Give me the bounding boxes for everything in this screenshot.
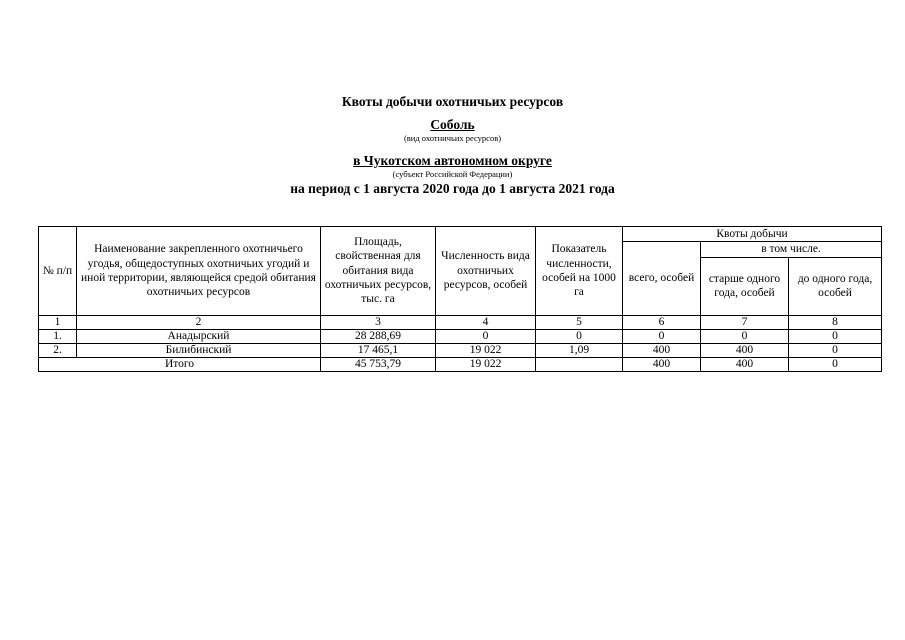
column-number: 3 (321, 315, 436, 329)
table-row (39, 343, 882, 357)
header-index: Показатель численности, особей на 1000 га (536, 227, 623, 316)
column-number: 6 (623, 315, 701, 329)
column-number-row (39, 315, 882, 329)
header-num: № п/п (39, 227, 77, 316)
column-number: 1 (39, 315, 77, 329)
total-area: 45 753,79 (321, 357, 436, 371)
quota-total-value: 0 (623, 329, 701, 343)
index-value: 1,09 (536, 343, 623, 357)
quota-older-value: 0 (701, 329, 789, 343)
header-older: старше одного года, особей (701, 257, 789, 315)
quota-younger-value: 0 (789, 329, 882, 343)
region-caption: (субъект Российской Федерации) (392, 169, 513, 179)
quota-older-value: 400 (701, 343, 789, 357)
total-index (536, 357, 623, 371)
header-younger: до одного года, особей (789, 257, 882, 315)
species-name: Соболь (430, 117, 475, 132)
table-row (39, 329, 882, 343)
total-older: 400 (701, 357, 789, 371)
column-number: 5 (536, 315, 623, 329)
total-row (39, 357, 882, 371)
count-value: 19 022 (436, 343, 536, 357)
header-row-1 (39, 227, 882, 242)
header-quota: Квоты добычи (623, 227, 882, 242)
header-name: Наименование закрепленного охотничьего угодья, общедоступных охотничьих угодий и иной территории, являющейся средой обитания охотничьих ресурсов (77, 227, 321, 316)
period-line: на период с 1 августа 2020 года до 1 августа 2021 года (290, 181, 615, 196)
region-name: в Чукотском автономном округе (353, 153, 552, 168)
area-value: 28 288,69 (321, 329, 436, 343)
quota-younger-value: 0 (789, 343, 882, 357)
quota-total-value: 400 (623, 343, 701, 357)
territory-name: Анадырский (77, 329, 321, 343)
species-caption: (вид охотничьих ресурсов) (403, 133, 502, 143)
document-title: Квоты добычи охотничьих ресурсов (341, 94, 564, 109)
territory-name: Билибинский (77, 343, 321, 357)
quota-table (38, 226, 882, 372)
column-number: 8 (789, 315, 882, 329)
count-value: 0 (436, 329, 536, 343)
header-area: Площадь, свойственная для обитания вида охотничьих ресурсов, тыс. га (321, 227, 436, 316)
header-total: всего, особей (623, 242, 701, 315)
row-number: 2. (39, 343, 77, 357)
total-quota: 400 (623, 357, 701, 371)
area-value: 17 465,1 (321, 343, 436, 357)
header-count: Численность вида охотничьих ресурсов, особей (436, 227, 536, 316)
column-number: 2 (77, 315, 321, 329)
header-including: в том числе. (701, 242, 882, 257)
total-label: Итого (39, 357, 321, 371)
column-number: 7 (701, 315, 789, 329)
index-value: 0 (536, 329, 623, 343)
column-number: 4 (436, 315, 536, 329)
row-number: 1. (39, 329, 77, 343)
total-younger: 0 (789, 357, 882, 371)
total-count: 19 022 (436, 357, 536, 371)
